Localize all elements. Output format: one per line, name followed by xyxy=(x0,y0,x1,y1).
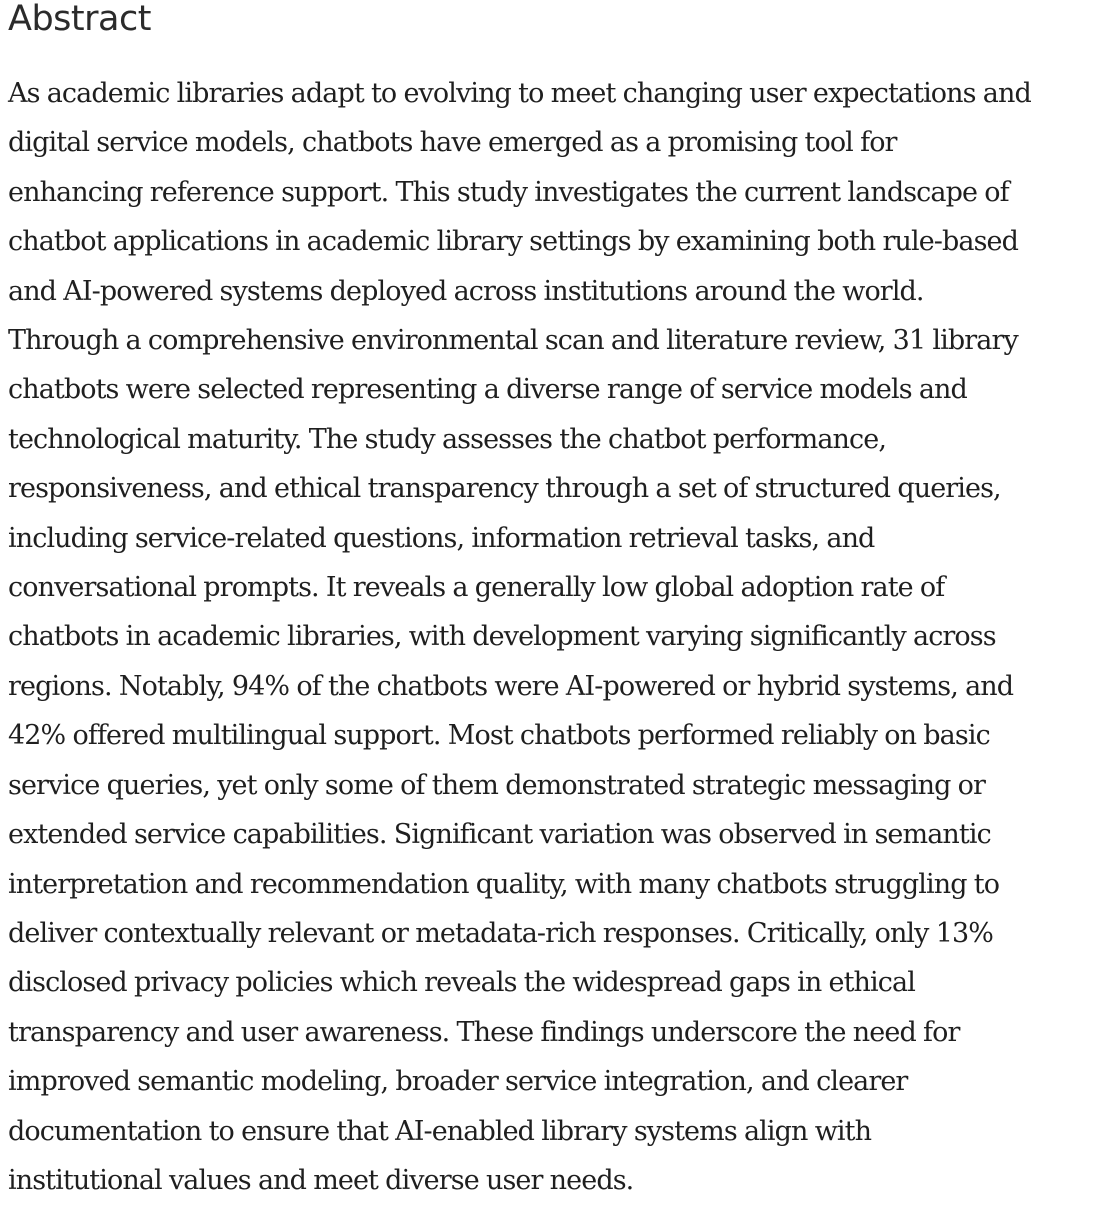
abstract-line: extended service capabilities. Significant variation was observed in semantic xyxy=(8,819,991,851)
abstract-line: transparency and user awareness. These findings underscore the need for xyxy=(8,1016,960,1048)
abstract-line: improved semantic modeling, broader service integration, and clearer xyxy=(8,1066,908,1098)
abstract-line: service queries, yet only some of them demonstrated strategic messaging or xyxy=(8,769,985,801)
abstract-line: deliver contextually relevant or metadata-rich responses. Critically, only 13% xyxy=(8,917,994,949)
abstract-line: conversational prompts. It reveals a generally low global adoption rate of xyxy=(8,572,945,604)
abstract-line: technological maturity. The study assesses the chatbot performance, xyxy=(8,423,887,455)
abstract-line: responsiveness, and ethical transparency through a set of structured queries, xyxy=(8,473,1001,505)
abstract-line: disclosed privacy policies which reveals the widespread gaps in ethical xyxy=(8,967,915,999)
abstract-line: enhancing reference support. This study investigates the current landscape of xyxy=(8,176,1009,208)
abstract-line: Through a comprehensive environmental scan and literature review, 31 library xyxy=(8,325,1018,357)
abstract-line: As academic libraries adapt to evolving to meet changing user expectations and xyxy=(8,78,1031,109)
abstract-line: documentation to ensure that AI-enabled library systems align with xyxy=(8,1115,872,1147)
abstract-line: and AI-powered systems deployed across institutions around the world. xyxy=(8,275,924,307)
abstract-line: including service-related questions, information retrieval tasks, and xyxy=(8,522,875,554)
abstract-line: chatbot applications in academic library settings by examining both rule-based xyxy=(8,226,1018,258)
abstract-body xyxy=(8,69,1114,1205)
abstract-line: 42% offered multilingual support. Most chatbots performed reliably on basic xyxy=(8,720,990,752)
abstract-line: institutional values and meet diverse user needs. xyxy=(8,1164,634,1196)
abstract-line: chatbots in academic libraries, with development varying significantly across xyxy=(8,621,996,653)
abstract-line: digital service models, chatbots have emerged as a promising tool for xyxy=(8,127,897,159)
abstract-line: chatbots were selected representing a diverse range of service models and xyxy=(8,374,967,406)
abstract-section xyxy=(8,0,1114,1205)
abstract-heading: Abstract xyxy=(8,0,151,39)
abstract-line: interpretation and recommendation quality, with many chatbots struggling to xyxy=(8,868,1000,900)
abstract-line: regions. Notably, 94% of the chatbots were AI-powered or hybrid systems, and xyxy=(8,670,1014,702)
